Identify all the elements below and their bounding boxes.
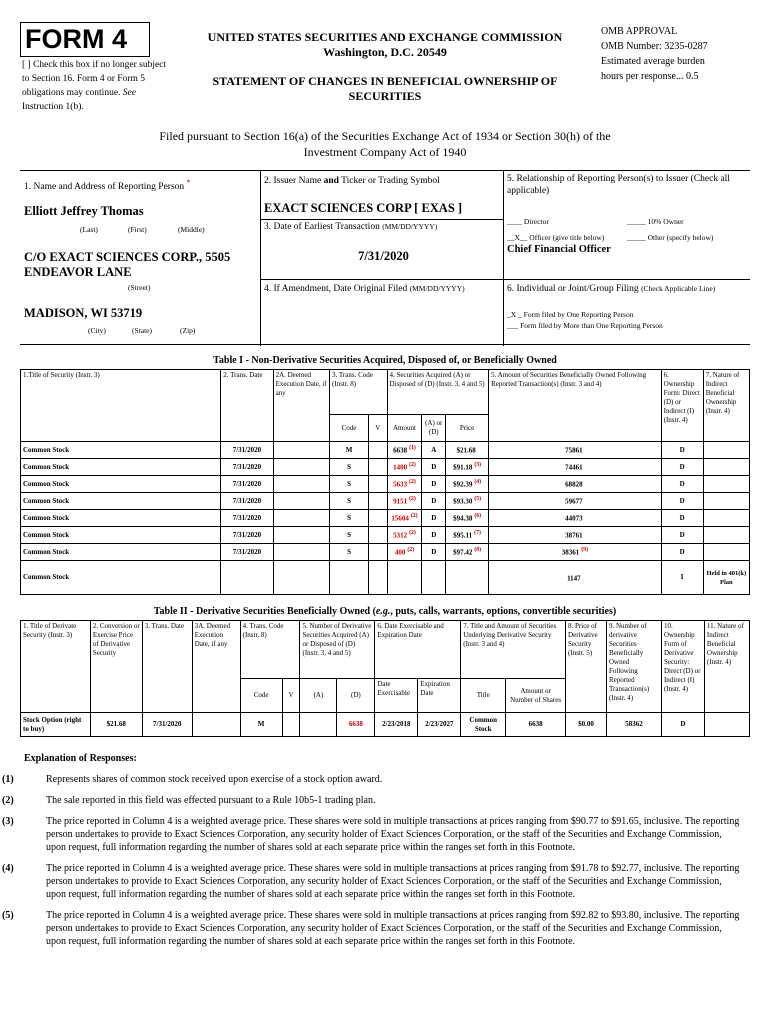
table-row <box>21 510 750 527</box>
nature <box>703 442 749 459</box>
security-title: Common Stock <box>21 476 221 493</box>
col-amount: Amount <box>387 415 422 442</box>
explanation <box>2 752 744 956</box>
ownership-form: D <box>661 459 703 476</box>
other-check: _____ Other (specify below) <box>627 233 714 242</box>
filing-more-persons: ___ Form filed by More than One Reporting Person <box>507 321 663 330</box>
price <box>446 442 489 459</box>
col-conversion-price: 2. Conversion or Exercise Price of Derivative Security <box>90 621 142 713</box>
footnote-number: (3) <box>2 816 14 827</box>
amount-value: 400 <box>394 548 406 557</box>
footnote-ref[interactable]: (8) <box>474 547 482 554</box>
col-trans-date: 3. Trans. Date <box>142 621 192 713</box>
footnote-ref[interactable]: (2) <box>407 547 415 554</box>
v-cell <box>369 544 387 561</box>
col-title-of-security: 1.Title of Security (Instr. 3) <box>21 370 221 442</box>
trans-code: S <box>330 527 369 544</box>
trans-code: S <box>330 544 369 561</box>
nature <box>703 527 749 544</box>
box6-label: 6. Individual or Joint/Group Filing (Check Applicable Line) <box>507 284 716 294</box>
amount-owned-value: 38761 <box>565 531 583 540</box>
col-expiration: Expiration Date <box>418 679 461 713</box>
box4-label: 4. If Amendment, Date Original Filed (MM/DD/YYYY) <box>264 284 465 294</box>
v-cell <box>369 442 387 459</box>
state-label: (State) <box>132 326 152 335</box>
footnote-number: (5) <box>2 910 14 921</box>
table-row <box>21 527 750 544</box>
statement-title: STATEMENT OF CHANGES IN BENEFICIAL OWNERSHIP OF SECURITIES <box>212 74 558 103</box>
footnote-ref[interactable]: (9) <box>581 547 589 554</box>
officer-check: __X__ Officer (give title below) <box>507 233 605 242</box>
table2-title: Table II - Derivative Securities Beneficially Owned (e.g., puts, calls, warrants, options, convertible securities) <box>153 606 617 617</box>
price-value: $91.18 <box>453 463 473 472</box>
col-underlying: 7. Title and Amount of Securities Underlying Derivative Security (Instr. 3 and 4) <box>461 621 566 679</box>
nature <box>703 493 749 510</box>
amount-value: 6638 <box>393 446 408 455</box>
deemed-date <box>273 476 329 493</box>
v-cell <box>369 527 387 544</box>
security-title: Common Stock <box>21 493 221 510</box>
deemed-date <box>273 493 329 510</box>
box1-label: 1. Name and Address of Reporting Person * <box>24 178 191 193</box>
footnote-ref[interactable]: (2) <box>409 479 416 486</box>
amount-owned-value: 38361 <box>561 548 580 557</box>
table-row <box>21 544 750 561</box>
amount-value: 9151 <box>393 497 408 506</box>
ownership-form: D <box>661 493 703 510</box>
date-exercisable: 2/23/2018 <box>375 713 418 737</box>
footnote-number: (1) <box>2 774 14 785</box>
table-row <box>21 493 750 510</box>
security-title: Common Stock <box>21 459 221 476</box>
trans-date: 7/31/2020 <box>142 713 192 737</box>
city-state-zip: MADISON, WI 53719 <box>24 306 143 320</box>
trans-code <box>330 561 369 595</box>
amount-owned <box>489 476 661 493</box>
footnote-ref[interactable]: (2) <box>409 496 416 503</box>
street-label: (Street) <box>128 283 151 292</box>
footnote-ref[interactable]: (2) <box>409 530 416 537</box>
col-v: V <box>369 415 387 442</box>
derivative-title: Stock Option (right to buy) <box>21 713 91 737</box>
col-nature: 11. Nature of Indirect Beneficial Ownership (Instr. 4) <box>704 621 749 713</box>
a-or-d: D <box>422 527 446 544</box>
v-cell <box>282 713 300 737</box>
amount <box>387 561 422 595</box>
amount-owned <box>489 510 661 527</box>
explanation-title: Explanation of Responses: <box>24 753 137 764</box>
a-cell <box>300 713 337 737</box>
city-label: (City) <box>88 326 106 335</box>
ownership-form: D <box>661 713 704 737</box>
col-number-derivative: 5. Number of Derivative Securities Acquired (A) or Disposed of (D) (Instr. 3, 4 and 5) <box>300 621 375 679</box>
amount-value: 5312 <box>393 531 408 540</box>
amount <box>387 442 422 459</box>
amount <box>387 544 422 561</box>
col-a-or-d: (A) or (D) <box>422 415 446 442</box>
price-value: $92.39 <box>453 480 473 489</box>
col-amount-owned: 5. Amount of Securities Beneficially Owned Following Reported Transaction(s) (Instr. 3 and 4) <box>489 370 661 442</box>
nature <box>703 510 749 527</box>
middle-label: (Middle) <box>178 225 205 234</box>
col-price: Price <box>446 415 489 442</box>
col-a: (A) <box>300 679 337 713</box>
price <box>446 459 489 476</box>
agency-header: UNITED STATES SECURITIES AND EXCHANGE COMMISSION Washington, D.C. 20549 <box>207 30 563 59</box>
table-row <box>21 561 750 595</box>
header-boxes <box>20 170 750 345</box>
col-deemed-date: 3A. Deemed Execution Date, if any <box>192 621 240 713</box>
security-title: Common Stock <box>21 561 221 595</box>
earliest-transaction-date: 7/31/2020 <box>358 249 409 263</box>
d-cell: 6638 <box>337 713 375 737</box>
divider <box>503 171 504 346</box>
footnote-ref[interactable]: (6) <box>474 513 482 520</box>
deemed-date <box>273 561 329 595</box>
last-label: (Last) <box>80 225 98 234</box>
col-ownership-form: 6. Ownership Form: Direct (D) or Indirect (I) (Instr. 4) <box>661 370 703 442</box>
a-or-d: D <box>422 544 446 561</box>
trans-code: S <box>330 493 369 510</box>
amount <box>387 476 422 493</box>
trans-code: S <box>330 459 369 476</box>
table-row <box>21 713 750 737</box>
footnote-ref[interactable]: (3) <box>474 462 482 469</box>
table1-body <box>21 442 750 595</box>
footnote-number: (2) <box>2 795 14 806</box>
footnote <box>2 815 744 854</box>
amount-owned <box>489 459 661 476</box>
underlying-amount: 6638 <box>506 713 566 737</box>
amount-owned-value: 1147 <box>567 574 581 583</box>
security-title: Common Stock <box>21 442 221 459</box>
footnote-ref[interactable]: (5) <box>474 496 482 503</box>
trans-date: 7/31/2020 <box>221 510 273 527</box>
deemed-date <box>273 459 329 476</box>
box5-label: 5. Relationship of Reporting Person(s) to Issuer (Check all applicable) <box>507 174 730 196</box>
trans-date <box>221 561 273 595</box>
table-row <box>21 459 750 476</box>
amount-owned <box>489 493 661 510</box>
trans-code: S <box>330 476 369 493</box>
trans-date: 7/31/2020 <box>221 459 273 476</box>
col-v: V <box>282 679 300 713</box>
table1-title: Table I - Non-Derivative Securities Acquired, Disposed of, or Beneficially Owned <box>213 355 557 366</box>
col-title: Title <box>461 679 506 713</box>
footnote <box>2 909 744 948</box>
col-number-owned: 9. Number of derivative Securities Beneficially Owned Following Reported Transaction(s) (Instr. 4) <box>607 621 662 713</box>
table-row <box>21 442 750 459</box>
price <box>446 544 489 561</box>
v-cell <box>369 476 387 493</box>
footnote-ref[interactable]: (2) <box>410 513 418 520</box>
price <box>446 476 489 493</box>
ownership-form: D <box>661 442 703 459</box>
nature <box>703 476 749 493</box>
street-address: C/O EXACT SCIENCES CORP., 5505 ENDEAVOR LANE <box>24 250 231 279</box>
number-owned: 58362 <box>607 713 662 737</box>
trans-code: S <box>330 510 369 527</box>
deemed-date <box>273 510 329 527</box>
col-trans-date: 2. Trans. Date <box>221 370 273 442</box>
divider <box>503 279 750 280</box>
check-box-notice: [ ] Check this box if no longer subject to Section 16. Form 4 or Form 5 obligations may continue. See Instruction 1(b). <box>22 60 167 112</box>
col-trans-code: 4. Trans. Code (Instr. 8) <box>240 621 300 679</box>
trans-date: 7/31/2020 <box>221 527 273 544</box>
col-code: Code <box>330 415 369 442</box>
amount-owned-value: 68828 <box>565 480 583 489</box>
col-securities-acquired: 4. Securities Acquired (A) or Disposed of (D) (Instr. 3, 4 and 5) <box>387 370 489 415</box>
table-row <box>21 476 750 493</box>
nature: Held in 401(k) Plan <box>703 561 749 595</box>
expiration-date: 2/23/2027 <box>418 713 461 737</box>
ownership-form: D <box>661 544 703 561</box>
v-cell <box>369 493 387 510</box>
security-title: Common Stock <box>21 544 221 561</box>
first-label: (First) <box>128 225 147 234</box>
deemed-date <box>273 442 329 459</box>
price-value: $93.30 <box>453 497 473 506</box>
col-deemed-date: 2A. Deemed Execution Date, if any <box>273 370 329 442</box>
footnote-text: The sale reported in this field was effected pursuant to a Rule 10b5-1 trading plan. <box>46 795 376 806</box>
table1 <box>20 369 750 595</box>
price <box>446 510 489 527</box>
trans-date: 7/31/2020 <box>221 493 273 510</box>
footnote-number: (4) <box>2 863 14 874</box>
amount-value: 15604 <box>391 514 409 523</box>
officer-title: Chief Financial Officer <box>507 244 611 255</box>
table2 <box>20 620 750 737</box>
footnote-text: The price reported in Column 4 is a weighted average price. These shares were sold in multiple transactions at prices ranging from $92.82 to $93.80, inclusive. The reporting person undertakes to provide to Exact Sciences Corporation, any security holder of Exact Sciences Corporation, or the staff of the Securities and Exchange Commission, upon request, full information regarding the number of shares sold at each separate price within the ranges set forth in this Footnote. <box>46 910 740 947</box>
director-check: ____ Director <box>507 217 549 226</box>
footnote-ref[interactable]: (7) <box>474 530 481 537</box>
issuer-name: EXACT SCIENCES CORP [ EXAS ] <box>264 201 463 215</box>
nature <box>703 544 749 561</box>
a-or-d: D <box>422 493 446 510</box>
amount-owned <box>489 561 661 595</box>
v-cell <box>369 561 387 595</box>
zip-label: (Zip) <box>180 326 196 335</box>
col-derivative-price: 8. Price of Derivative Security (Instr. 5) <box>566 621 607 713</box>
col-exercisable: Date Exercisable <box>375 679 418 713</box>
nature <box>703 459 749 476</box>
footnote-ref[interactable]: (2) <box>409 462 416 469</box>
divider <box>260 219 503 220</box>
nature-cell <box>704 713 749 737</box>
footnotes <box>2 773 744 948</box>
box3-label: 3. Date of Earliest Transaction (MM/DD/YYYY) <box>264 222 438 232</box>
amount <box>387 459 422 476</box>
ownership-form: D <box>661 476 703 493</box>
form-title: FORM 4 <box>20 22 150 57</box>
amount <box>387 527 422 544</box>
derivative-price: $0.00 <box>566 713 607 737</box>
col-code: Code <box>240 679 282 713</box>
footnote <box>2 862 744 901</box>
a-or-d: D <box>422 459 446 476</box>
trans-date: 7/31/2020 <box>221 476 273 493</box>
a-or-d: D <box>422 510 446 527</box>
security-title: Common Stock <box>21 510 221 527</box>
col-derivative-title: 1. Title of Derivate Security (Instr. 3) <box>21 621 91 713</box>
amount-owned <box>489 442 661 459</box>
ownership-form: D <box>661 527 703 544</box>
omb-approval: OMB APPROVAL OMB Number: 3235-0287 Estimated average burden hours per response... 0.5 <box>601 26 708 82</box>
price <box>446 527 489 544</box>
amount-owned-value: 44073 <box>565 514 583 523</box>
filed-pursuant: Filed pursuant to Section 16(a) of the Securities Exchange Act of 1934 or Section 30(h) of the Investment Company Act of 1940 <box>159 129 611 159</box>
footnote-text: The price reported in Column 4 is a weighted average price. These shares were sold in multiple transactions at prices ranging from $90.77 to $91.65, inclusive. The reporting person undertakes to provide to Exact Sciences Corporation, any security holder of Exact Sciences Corporation, or the staff of the Securities and Exchange Commission, upon request, full information regarding the number of shares sold at each separate price within the ranges set forth in this Footnote. <box>46 816 740 853</box>
price-value: $94.38 <box>453 514 473 523</box>
col-trans-code: 3. Trans. Code (Instr. 8) <box>330 370 387 415</box>
divider <box>260 279 503 280</box>
col-nature: 7. Nature of Indirect Beneficial Ownership (Instr. 4) <box>703 370 749 442</box>
a-or-d <box>422 561 446 595</box>
amount-owned <box>489 544 661 561</box>
amount-owned-value: 74461 <box>565 463 583 472</box>
footnote <box>2 773 744 786</box>
amount-value: 5633 <box>393 480 408 489</box>
ten-pct-check: _____ 10% Owner <box>627 217 684 226</box>
v-cell <box>369 510 387 527</box>
security-title: Common Stock <box>21 527 221 544</box>
divider <box>260 171 261 346</box>
price <box>446 493 489 510</box>
footnote <box>2 794 744 807</box>
trans-date: 7/31/2020 <box>221 544 273 561</box>
amount <box>387 493 422 510</box>
v-cell <box>369 459 387 476</box>
footnote-ref[interactable]: (1) <box>409 445 416 452</box>
a-or-d: A <box>422 442 446 459</box>
ownership-form: D <box>661 510 703 527</box>
underlying-title: Common Stock <box>461 713 506 737</box>
amount <box>387 510 422 527</box>
deemed-date <box>273 527 329 544</box>
conversion-price: $21.68 <box>90 713 142 737</box>
trans-code: M <box>240 713 282 737</box>
deemed-date <box>192 713 240 737</box>
reporting-person-name: Elliott Jeffrey Thomas <box>24 204 144 218</box>
trans-date: 7/31/2020 <box>221 442 273 459</box>
price-value: $21.68 <box>456 446 476 455</box>
col-date-exercisable: 6. Date Exercisable and Expiration Date <box>375 621 461 679</box>
amount-value: 1400 <box>393 463 408 472</box>
footnote-ref[interactable]: (4) <box>474 479 482 486</box>
a-or-d: D <box>422 476 446 493</box>
footnote-text: Represents shares of common stock received upon exercise of a stock option award. <box>46 774 383 785</box>
trans-code: M <box>330 442 369 459</box>
price <box>446 561 489 595</box>
ownership-form: I <box>661 561 703 595</box>
price-value: $95.11 <box>453 531 473 540</box>
amount-owned-value: 75861 <box>565 446 583 455</box>
amount-owned <box>489 527 661 544</box>
amount-owned-value: 59677 <box>565 497 583 506</box>
price-value: $97.42 <box>453 548 473 557</box>
footnote-text: The price reported in Column 4 is a weighted average price. These shares were sold in multiple transactions at prices ranging from $91.78 to $92.77, inclusive. The reporting person undertakes to provide to Exact Sciences Corporation, any security holder of Exact Sciences Corporation, or the staff of the Securities and Exchange Commission, upon request, full information regarding the number of shares sold at each separate price within the ranges set forth in this Footnote. <box>46 863 740 900</box>
box2-label: 2. Issuer Name and Ticker or Trading Symbol <box>264 176 440 186</box>
filing-one-person: _X _ Form filed by One Reporting Person <box>507 310 634 319</box>
col-amount-shares: Amount or Number of Shares <box>506 679 566 713</box>
col-ownership-form: 10. Ownership Form of Derivative Security: Direct (D) or Indirect (I) (Instr. 4) <box>661 621 704 713</box>
deemed-date <box>273 544 329 561</box>
col-d: (D) <box>337 679 375 713</box>
